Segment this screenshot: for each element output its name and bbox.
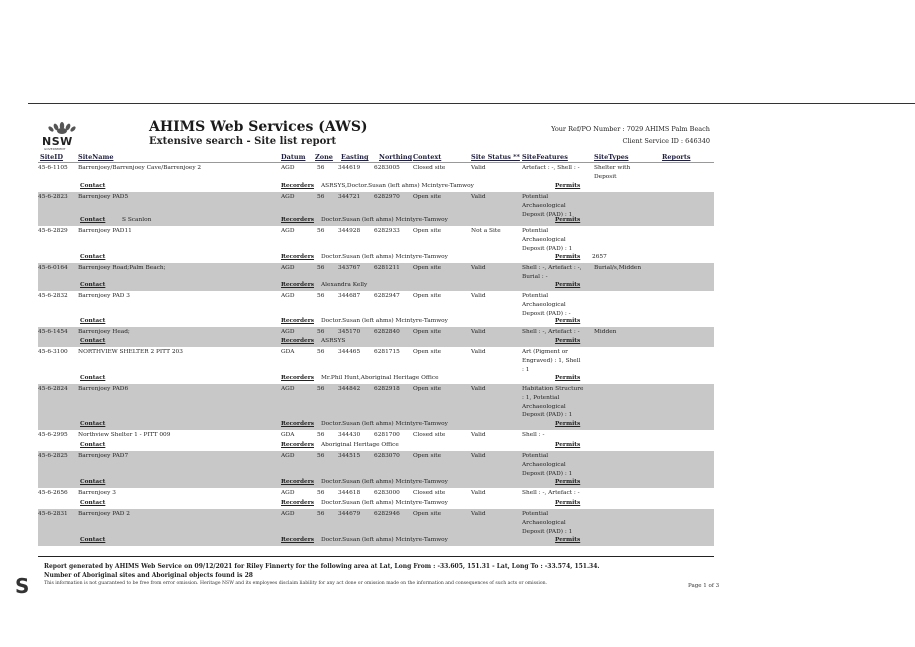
cell-features: Shell : - bbox=[522, 432, 545, 438]
cell-name: Barrenjoey PAD7 bbox=[78, 453, 129, 459]
cell-name: Barrenjoey Head; bbox=[78, 329, 130, 335]
col-header-zone: Zone bbox=[315, 153, 333, 161]
contact-label: Contact bbox=[80, 442, 106, 448]
cell-status: Valid bbox=[471, 432, 486, 438]
cell-context: Open site bbox=[413, 453, 442, 459]
cell-context: Open site bbox=[413, 511, 442, 517]
cell-name: Barrenjoey PAD 2 bbox=[78, 511, 130, 517]
recorders-value: Doctor.Susan (left ahms) Mcintyre-Tamwoy bbox=[321, 500, 448, 506]
contact-label: Contact bbox=[80, 318, 106, 324]
cell-context: Open site bbox=[413, 349, 442, 355]
cell-status: Valid bbox=[471, 265, 486, 271]
report-title: AHIMS Web Services (AWS) bbox=[149, 119, 368, 135]
recorders-value: ASRSYS bbox=[321, 338, 346, 344]
cell-types: Shelter with Deposit bbox=[594, 165, 631, 180]
table-row bbox=[38, 347, 714, 384]
cell-features: Potential Archaeological Deposit (PAD) : 1 bbox=[522, 453, 573, 477]
permits-label: Permits bbox=[555, 183, 581, 189]
cell-status: Valid bbox=[471, 349, 486, 355]
cell-easting: 344687 bbox=[338, 293, 361, 299]
recorders-value: ASRSYS,Doctor.Susan (left ahms) Mcintyre-Tamwoy bbox=[321, 183, 474, 189]
contact-value: S Scanlon bbox=[122, 217, 152, 223]
report-summary: Report generated by AHIMS Web Service on 09/12/2021 for Riley Finnerty for the following area at Lat, Long From : -33.605, 151.31 - Lat, Long To : -33.574, 151.34. Number of Aboriginal sites and Aboriginal objects found is 28 bbox=[44, 563, 600, 579]
recorders-label: Recorders bbox=[281, 442, 315, 448]
cell-features: Habitation Structure : 1, Potential Archaeological Deposit (PAD) : 1 bbox=[522, 386, 584, 419]
logo-wordmark: NSW bbox=[42, 135, 73, 148]
cell-datum: AGD bbox=[281, 293, 295, 299]
col-header-context: Context bbox=[413, 153, 442, 161]
cell-features: Potential Archaeological Deposit (PAD) : - bbox=[522, 293, 571, 317]
cell-status: Valid bbox=[471, 329, 486, 335]
footer-rule bbox=[38, 556, 714, 557]
cell-id: 45-6-0164 bbox=[38, 265, 68, 271]
cell-northing: 6281715 bbox=[374, 349, 400, 355]
cell-easting: 344619 bbox=[338, 165, 361, 171]
cell-name: Barrenjoey Road;Palm Beach; bbox=[78, 265, 166, 271]
cell-easting: 344721 bbox=[338, 194, 361, 200]
cell-zone: 56 bbox=[317, 511, 325, 517]
cell-datum: AGD bbox=[281, 453, 295, 459]
cell-status: Valid bbox=[471, 490, 486, 496]
recorders-value: Doctor.Susan (left ahms) Mcintyre-Tamwoy bbox=[321, 537, 448, 543]
cell-datum: AGD bbox=[281, 329, 295, 335]
cell-northing: 6281700 bbox=[374, 432, 400, 438]
cell-zone: 56 bbox=[317, 228, 325, 234]
cell-northing: 6282933 bbox=[374, 228, 400, 234]
table-row bbox=[38, 384, 714, 430]
table-row bbox=[38, 226, 714, 263]
cell-id: 45-6-1454 bbox=[38, 329, 68, 335]
cell-zone: 56 bbox=[317, 490, 325, 496]
logo-subtext: GOVERNMENT bbox=[44, 147, 66, 151]
permits-label: Permits bbox=[555, 375, 581, 381]
recorders-label: Recorders bbox=[281, 338, 315, 344]
permits-label: Permits bbox=[555, 254, 581, 260]
cell-name: Northview Shelter 1 - PITT 009 bbox=[78, 432, 171, 438]
cell-zone: 56 bbox=[317, 293, 325, 299]
cell-zone: 56 bbox=[317, 165, 325, 171]
page-number: Page 1 of 3 bbox=[688, 583, 720, 589]
recorders-label: Recorders bbox=[281, 537, 315, 543]
cell-northing: 6283000 bbox=[374, 490, 400, 496]
cell-status: Valid bbox=[471, 453, 486, 459]
reference-number: Your Ref/PO Number : 7029 AHIMS Palm Beach bbox=[551, 125, 710, 133]
cell-features: Shell : -, Artefact : -, Burial : - bbox=[522, 265, 582, 280]
cell-id: 45-6-2825 bbox=[38, 453, 68, 459]
cell-name: Barrenjoey 3 bbox=[78, 490, 116, 496]
table-row bbox=[38, 263, 714, 291]
contact-label: Contact bbox=[80, 421, 106, 427]
cell-zone: 56 bbox=[317, 432, 325, 438]
cell-zone: 56 bbox=[317, 349, 325, 355]
cell-features: Potential Archaeological Deposit (PAD) : 1 bbox=[522, 511, 573, 535]
permits-label: Permits bbox=[555, 479, 581, 485]
cell-context: Open site bbox=[413, 386, 442, 392]
recorders-label: Recorders bbox=[281, 375, 315, 381]
permits-label: Permits bbox=[555, 318, 581, 324]
table-row bbox=[38, 163, 714, 192]
disclaimer: This information is not guaranteed to be free from error omission. Heritage NSW and its employees disclaim liability for any act done or omission made on the information and consequences of such acts or omission. bbox=[44, 581, 548, 586]
col-header-sitename: SiteName bbox=[78, 153, 114, 161]
cell-zone: 56 bbox=[317, 194, 325, 200]
table-row bbox=[38, 430, 714, 451]
recorders-value: Doctor.Susan (left ahms) Mcintyre-Tamwoy bbox=[321, 318, 448, 324]
cell-features: Art (Pigment or Engraved) : 1, Shell : 1 bbox=[522, 349, 581, 373]
cell-status: Valid bbox=[471, 194, 486, 200]
recorders-label: Recorders bbox=[281, 217, 315, 223]
recorders-label: Recorders bbox=[281, 421, 315, 427]
cell-context: Open site bbox=[413, 194, 442, 200]
cell-northing: 6283070 bbox=[374, 453, 400, 459]
cell-features: Shell : -, Artefact : - bbox=[522, 490, 580, 496]
cell-datum: GDA bbox=[281, 432, 295, 438]
table-row bbox=[38, 488, 714, 509]
recorders-label: Recorders bbox=[281, 500, 315, 506]
recorders-value: Doctor.Susan (left ahms) Mcintyre-Tamwoy bbox=[321, 479, 448, 485]
cell-easting: 344465 bbox=[338, 349, 361, 355]
cell-id: 45-6-2995 bbox=[38, 432, 68, 438]
contact-label: Contact bbox=[80, 338, 106, 344]
permits-label: Permits bbox=[555, 338, 581, 344]
permits-label: Permits bbox=[555, 537, 581, 543]
cell-id: 45-6-2656 bbox=[38, 490, 68, 496]
cell-easting: 344679 bbox=[338, 511, 361, 517]
contact-label: Contact bbox=[80, 254, 106, 260]
report-subtitle: Extensive search - Site list report bbox=[149, 136, 337, 147]
cell-name: Barrenjoey/Barrenjoey Cave/Barrenjoey 2 bbox=[78, 165, 202, 171]
cell-features: Shell : -, Artefact : - bbox=[522, 329, 580, 335]
cell-features: Potential Archaeological Deposit (PAD) : 1 bbox=[522, 194, 573, 218]
cell-datum: AGD bbox=[281, 228, 295, 234]
cell-zone: 56 bbox=[317, 265, 325, 271]
cell-datum: AGD bbox=[281, 511, 295, 517]
cell-context: Open site bbox=[413, 329, 442, 335]
cell-status: Valid bbox=[471, 386, 486, 392]
col-header-status: Site Status ** bbox=[471, 153, 520, 161]
cell-features: Artefact : -, Shell : - bbox=[522, 165, 580, 171]
contact-label: Contact bbox=[80, 500, 106, 506]
recorders-value: Alexandra Kelly bbox=[321, 282, 368, 288]
col-header-easting: Easting bbox=[341, 153, 369, 161]
contact-label: Contact bbox=[80, 375, 106, 381]
cell-northing: 6282946 bbox=[374, 511, 400, 517]
recorders-value: Doctor.Susan (left ahms) Mcintyre-Tamwoy bbox=[321, 421, 448, 427]
cell-context: Closed site bbox=[413, 432, 446, 438]
cell-datum: AGD bbox=[281, 265, 295, 271]
permits-label: Permits bbox=[555, 282, 581, 288]
col-header-datum: Datum bbox=[281, 153, 306, 161]
col-header-features: SiteFeatures bbox=[522, 153, 568, 161]
cell-datum: AGD bbox=[281, 194, 295, 200]
cell-status: Valid bbox=[471, 165, 486, 171]
recorders-value: Doctor.Susan (left ahms) Mcintyre-Tamwoy bbox=[321, 217, 448, 223]
cell-datum: AGD bbox=[281, 165, 295, 171]
recorders-label: Recorders bbox=[281, 282, 315, 288]
client-service-id: Client Service ID : 646340 bbox=[622, 137, 710, 145]
table-row bbox=[38, 192, 714, 226]
cell-name: Barrenjoey PAD 3 bbox=[78, 293, 130, 299]
cell-easting: 344842 bbox=[338, 386, 361, 392]
cell-easting: 344618 bbox=[338, 490, 361, 496]
col-header-reports: Reports bbox=[662, 153, 691, 161]
recorders-label: Recorders bbox=[281, 479, 315, 485]
cell-id: 45-6-2829 bbox=[38, 228, 68, 234]
col-header-types: SiteTypes bbox=[594, 153, 629, 161]
permits-value: 2657 bbox=[592, 254, 607, 260]
cell-types: Midden bbox=[594, 329, 617, 335]
col-header-siteid: SiteID bbox=[40, 153, 63, 161]
permits-label: Permits bbox=[555, 421, 581, 427]
contact-label: Contact bbox=[80, 282, 106, 288]
contact-label: Contact bbox=[80, 217, 106, 223]
cell-northing: 6281211 bbox=[374, 265, 400, 271]
col-header-northing: Northing bbox=[379, 153, 413, 161]
top-rule bbox=[28, 103, 915, 104]
cell-status: Valid bbox=[471, 293, 486, 299]
cell-id: 45-6-1105 bbox=[38, 165, 68, 171]
cell-id: 45-6-2824 bbox=[38, 386, 68, 392]
table-row bbox=[38, 509, 714, 546]
cell-features: Potential Archaeological Deposit (PAD) : 1 bbox=[522, 228, 573, 252]
recorders-label: Recorders bbox=[281, 183, 315, 189]
cell-id: 45-6-2823 bbox=[38, 194, 68, 200]
cell-easting: 344515 bbox=[338, 453, 361, 459]
cell-name: Barrenjoey PAD11 bbox=[78, 228, 132, 234]
cell-id: 45-6-2832 bbox=[38, 293, 68, 299]
permits-label: Permits bbox=[555, 442, 581, 448]
cell-name: Barrenjoey PAD6 bbox=[78, 386, 129, 392]
cell-context: Closed site bbox=[413, 165, 446, 171]
contact-label: Contact bbox=[80, 479, 106, 485]
cell-easting: 345170 bbox=[338, 329, 361, 335]
cell-id: 45-6-3100 bbox=[38, 349, 68, 355]
cell-easting: 344430 bbox=[338, 432, 361, 438]
cell-context: Open site bbox=[413, 265, 442, 271]
cell-datum: AGD bbox=[281, 490, 295, 496]
permits-label: Permits bbox=[555, 217, 581, 223]
recorders-value: Aboriginal Heritage Office bbox=[321, 442, 399, 448]
contact-label: Contact bbox=[80, 537, 106, 543]
recorders-label: Recorders bbox=[281, 254, 315, 260]
table-row bbox=[38, 327, 714, 347]
table-row bbox=[38, 451, 714, 488]
cell-northing: 6282947 bbox=[374, 293, 400, 299]
cell-name: Barrenjoey PAD5 bbox=[78, 194, 129, 200]
cell-datum: GDA bbox=[281, 349, 295, 355]
recorders-value: Doctor.Susan (left ahms) Mcintyre-Tamwoy bbox=[321, 254, 448, 260]
cell-easting: 343767 bbox=[338, 265, 361, 271]
cell-id: 45-6-2831 bbox=[38, 511, 68, 517]
cell-status: Valid bbox=[471, 511, 486, 517]
recorders-label: Recorders bbox=[281, 318, 315, 324]
cell-northing: 6283005 bbox=[374, 165, 400, 171]
cell-northing: 6282840 bbox=[374, 329, 400, 335]
cell-name: NORTHVIEW SHELTER 2 PITT 203 bbox=[78, 349, 183, 355]
cell-northing: 6282970 bbox=[374, 194, 400, 200]
cell-easting: 344928 bbox=[338, 228, 361, 234]
cell-status: Not a Site bbox=[471, 228, 501, 234]
cell-zone: 56 bbox=[317, 386, 325, 392]
cell-types: Burial/s,Midden bbox=[594, 265, 642, 271]
cell-zone: 56 bbox=[317, 453, 325, 459]
cell-context: Open site bbox=[413, 293, 442, 299]
cell-zone: 56 bbox=[317, 329, 325, 335]
cell-northing: 6282918 bbox=[374, 386, 400, 392]
cell-datum: AGD bbox=[281, 386, 295, 392]
table-row bbox=[38, 291, 714, 327]
cell-context: Closed site bbox=[413, 490, 446, 496]
contact-label: Contact bbox=[80, 183, 106, 189]
side-mark: S bbox=[15, 574, 30, 598]
cell-context: Open site bbox=[413, 228, 442, 234]
recorders-value: Mr.Phil Hunt,Aboriginal Heritage Office bbox=[321, 375, 439, 381]
permits-label: Permits bbox=[555, 500, 581, 506]
